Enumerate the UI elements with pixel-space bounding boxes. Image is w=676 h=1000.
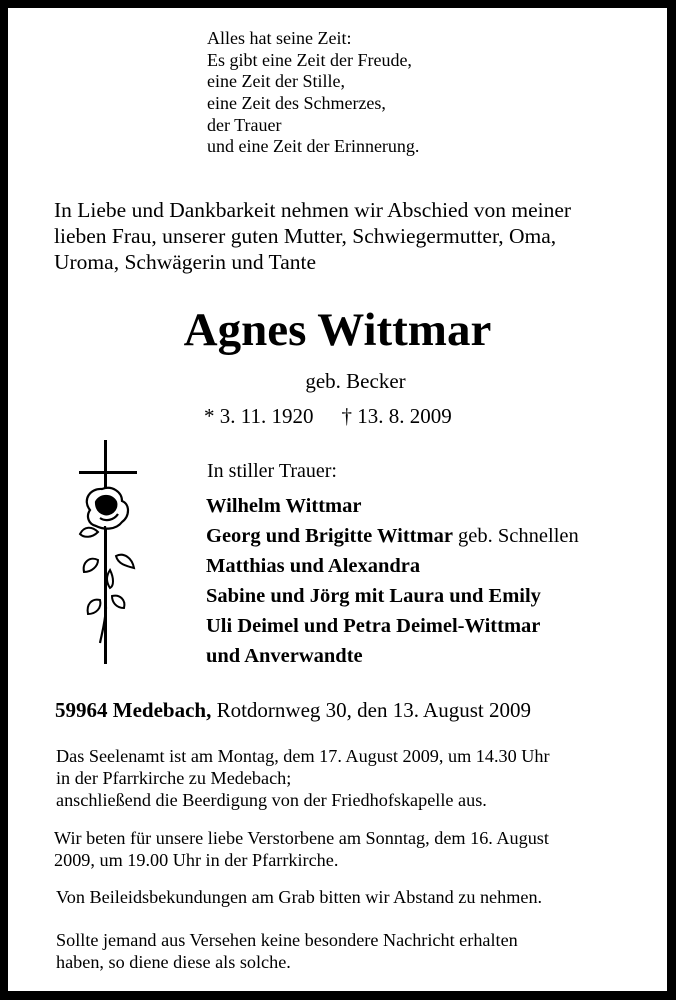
notice-line: haben, so diene diese als solche. (56, 952, 291, 972)
intro-line: Uroma, Schwägerin und Tante (54, 250, 316, 274)
obituary-card (8, 8, 667, 991)
poem-line: der Trauer (207, 114, 282, 135)
service-info (56, 745, 550, 811)
city: 59964 Medebach, (55, 698, 212, 722)
birth-date: * 3. 11. 1920 (204, 404, 314, 428)
mourner-name: Wilhelm Wittmar (206, 495, 362, 517)
mourner-entry (206, 641, 579, 671)
intro-paragraph (54, 197, 571, 275)
mourning-label: In stiller Trauer: (207, 460, 337, 482)
mourner-name: Sabine und Jörg mit Laura und Emily (206, 585, 541, 607)
intro-line: lieben Frau, unserer guten Mutter, Schwiegermutter, Oma, (54, 224, 557, 248)
service-line: Das Seelenamt ist am Montag, dem 17. August 2009, um 14.30 Uhr (56, 746, 550, 766)
mourners-list (206, 491, 579, 671)
condolence-request: Von Beileidsbekundungen am Grab bitten wir Abstand zu nehmen. (56, 887, 543, 907)
poem-line: eine Zeit des Schmerzes, (207, 93, 386, 114)
service-line: in der Pfarrkirche zu Medebach; (56, 768, 292, 788)
prayer-line: 2009, um 19.00 Uhr in der Pfarrkirche. (54, 850, 339, 870)
mourner-entry (206, 581, 579, 611)
mourner-note: geb. Schnellen (452, 525, 579, 547)
poem-line: eine Zeit der Stille, (207, 71, 345, 92)
mourner-name: Matthias und Alexandra (206, 555, 421, 577)
place-date-line (55, 697, 531, 723)
life-dates (204, 403, 452, 429)
poem (207, 28, 419, 158)
prayer-info (54, 827, 549, 871)
maiden-name: geb. Becker (305, 369, 406, 393)
intro-line: In Liebe und Dankbarkeit nehmen wir Abschied von meiner (54, 198, 572, 222)
prayer-line: Wir beten für unsere liebe Verstorbene am Sonntag, dem 16. August (54, 828, 549, 848)
service-line: anschließend die Beerdigung von der Friedhofskapelle aus. (56, 790, 487, 810)
cross-with-rose-icon (60, 438, 150, 666)
mourner-name: Georg und Brigitte Wittmar (206, 525, 453, 547)
notice-info (56, 929, 518, 973)
mourner-entry (206, 611, 579, 641)
poem-line: Es gibt eine Zeit der Freude, (207, 49, 412, 70)
deceased-name: Agnes Wittmar (183, 304, 492, 356)
poem-line: und eine Zeit der Erinnerung. (207, 136, 420, 157)
poem-line: Alles hat seine Zeit: (207, 28, 352, 48)
death-date: † 13. 8. 2009 (341, 404, 452, 428)
mourner-name: und Anverwandte (206, 645, 363, 667)
mourner-entry (206, 491, 579, 521)
mourner-name: Uli Deimel und Petra Deimel-Wittmar (206, 615, 541, 637)
notice-line: Sollte jemand aus Versehen keine besondere Nachricht erhalten (56, 930, 518, 950)
mourner-entry (206, 551, 579, 581)
address-date: Rotdornweg 30, den 13. August 2009 (211, 698, 531, 722)
mourner-entry (206, 521, 579, 551)
